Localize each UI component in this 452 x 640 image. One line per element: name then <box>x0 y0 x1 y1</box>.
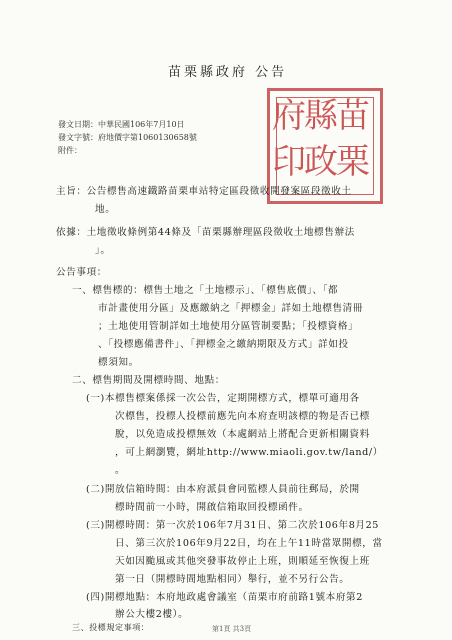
seal-char: 苗 <box>336 96 370 136</box>
item-3-heading: 三、投標規定事項： <box>72 623 150 632</box>
item-2-3-line: (三)開標時間：第一次於106年7月31日、第二次於106年8月25 <box>86 520 380 531</box>
item-2-2-line: 標時間前一小時，開啟信箱取回投標函件。 <box>115 502 309 513</box>
item-2-1-line: (一)本標售標案係採一次公告，定期開標方式，標單可適用各 <box>86 393 360 404</box>
item-2-heading: 二、標售期間及開標時間、地點： <box>72 375 225 386</box>
basis-line-cont: 」。 <box>95 245 111 256</box>
seal-char: 府 <box>272 96 306 136</box>
item-1-line: 標須知。 <box>98 357 139 368</box>
seal-char: 縣 <box>304 96 338 136</box>
document-title: 苗栗縣政府 公告 <box>168 65 288 80</box>
item-2-4-line: (四)開標地點：本府地政處會議室（苗栗市府前路1號本府第2 <box>86 592 363 603</box>
item-1-line: 一、標售標的：標售土地之「土地標示」、「標售底價」、「都 <box>72 285 339 296</box>
seal-char: 印 <box>272 142 306 182</box>
document-number: 發文字號：府地價字第1060130658號 <box>58 133 197 142</box>
item-1-line: ；土地使用管制詳如土地使用分區管制要點；「投標資格」 <box>98 321 359 332</box>
subject-line: 主旨：公告標售高速鐵路苗栗車站特定區段徵收開發案區段徵收土 <box>56 186 352 197</box>
item-2-2-line: (二)開放信箱時間：由本府派員會同監標人員前往郵局，於開 <box>86 484 360 495</box>
item-2-1-line: 次標售，投標人投標前應先向本府查明該標的物是否已標 <box>115 411 370 422</box>
seal-char: 政 <box>304 142 338 182</box>
announcement-heading: 公告事項： <box>56 267 107 278</box>
item-2-1-line: ，可上網瀏覽，網址http://www.miaoli.gov.tw/land/） <box>115 447 383 458</box>
page-footer: 第1頁 共3頁 <box>212 625 252 633</box>
item-2-4-line: 辦公大樓2樓）。 <box>115 609 189 620</box>
basis-line: 依據：土地徵收條例第44條及「苗栗縣辦理區段徵收土地標售辦法 <box>56 227 355 238</box>
subject-line-cont: 地。 <box>95 204 116 215</box>
seal-char: 栗 <box>336 142 370 182</box>
item-2-1-line: 脫，以免造成投標無效（本處網站上將配合更新相關資料 <box>115 429 370 440</box>
item-2-3-line: 日、第三次於106年9月22日，均在上午11時當眾開標，當 <box>115 538 383 549</box>
item-2-1-line: 。 <box>115 465 126 476</box>
item-1-line: 市計畫使用分區」及應繳納之「押標金」詳如土地標售清冊 <box>98 303 364 314</box>
issue-date: 發文日期：中華民國106年7月10日 <box>58 120 185 129</box>
item-2-3-line: 第一日（開標時間地點相同）舉行，並不另行公告。 <box>115 574 350 585</box>
item-1-line: 、「投標應備書件」、「押標金之繳納期限及方式」詳如投 <box>98 339 349 350</box>
item-2-3-line: 天如因颱風或其他突發事故停止上班，則順延至恢復上班 <box>115 556 370 567</box>
attachment-label: 附件： <box>58 146 82 155</box>
